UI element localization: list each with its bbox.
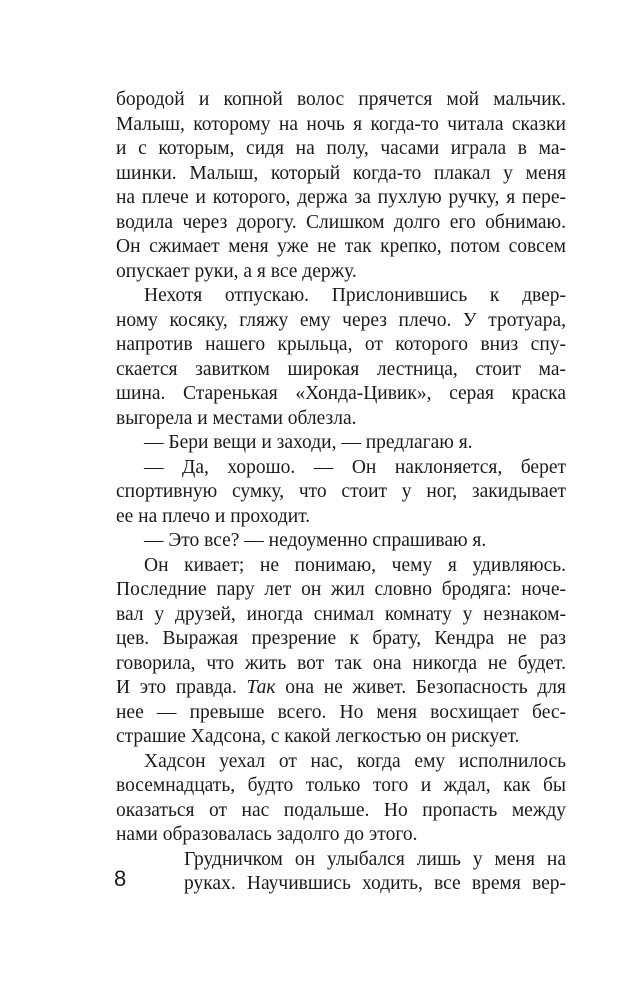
text-line: восемнадцать, будто только того и ждал, как бы <box>116 775 566 796</box>
page-number: 8 <box>114 866 127 891</box>
text-line: напротив нашего крыльца, от которого вниз спу- <box>116 334 566 355</box>
text-line: нее — превыше всего. Но меня восхищает бес- <box>116 701 566 723</box>
text-line: — Бери вещи и заходи, — предлагаю я. <box>144 432 473 453</box>
text-line: опускает руки, а я все держу. <box>116 260 357 282</box>
text-line: на плече и которого, держа за пухлую ручку, я пере- <box>116 187 566 208</box>
text-line: и с которым, сидя на полу, часами играла в ма- <box>116 138 566 159</box>
text-line: Малыш, которому на ночь я когда-то читала сказки <box>116 113 566 135</box>
text-line: Грудничком он улыбался лишь у меня на <box>184 848 566 870</box>
text-line: Он сжимает меня уже не так крепко, потом совсем <box>116 236 566 257</box>
text-line: выгорела и местами облезла. <box>116 407 357 429</box>
text-line: ее на плечо и проходит. <box>116 505 311 527</box>
text-line <box>116 676 566 701</box>
emphasis-text: Так <box>246 677 276 698</box>
text-line: — Это все? — недоуменно спрашиваю я. <box>144 530 487 551</box>
text-line: спортивную сумку, что стоит у ног, закидывает <box>116 481 566 502</box>
text-line: оказаться от нас подальше. Но пропасть между <box>116 799 566 821</box>
text-line: Он кивает; не понимаю, чему я удивляюсь. <box>144 554 566 576</box>
text-line: шина. Старенькая «Хонда-Цивик», серая краска <box>116 383 566 404</box>
text-line: Нехотя отпускаю. Прислонившись к двер- <box>144 285 566 306</box>
text-line: ному косяку, гляжу ему через плечо. У тротуара, <box>116 309 566 331</box>
text-run: она не живет. Безопасность для <box>275 677 567 698</box>
text-line: говорила, что жить вот так она никогда не будет. <box>116 652 566 674</box>
text-run: И это правда. <box>116 677 247 698</box>
text-line: водила через дорогу. Слишком долго его обнимаю. <box>116 211 566 233</box>
text-line: бородой и копной волос прячется мой мальчик. <box>116 89 566 110</box>
text-line: цев. Выражая презрение к брату, Кендра не раз <box>116 628 566 649</box>
text-line: нами образовалась задолго до этого. <box>116 824 418 845</box>
text-line: вал у друзей, иногда снимал комнату у незнаком- <box>116 603 566 625</box>
text-line: Последние пару лет он жил словно бродяга: ноче- <box>116 579 566 600</box>
text-line: шинки. Малыш, который когда-то плакал у меня <box>116 162 566 184</box>
text-line: Хадсон уехал от нас, когда ему исполнилось <box>144 750 566 772</box>
text-line: — Да, хорошо. — Он наклоняется, берет <box>144 456 566 478</box>
text-line: страшие Хадсона, с какой легкостью он рискует. <box>116 726 520 747</box>
text-line: скается завитком широкая лестница, стоит ма- <box>116 358 566 380</box>
text-line: руках. Научившись ходить, все время вер- <box>184 873 566 894</box>
page-body-text <box>116 88 566 897</box>
